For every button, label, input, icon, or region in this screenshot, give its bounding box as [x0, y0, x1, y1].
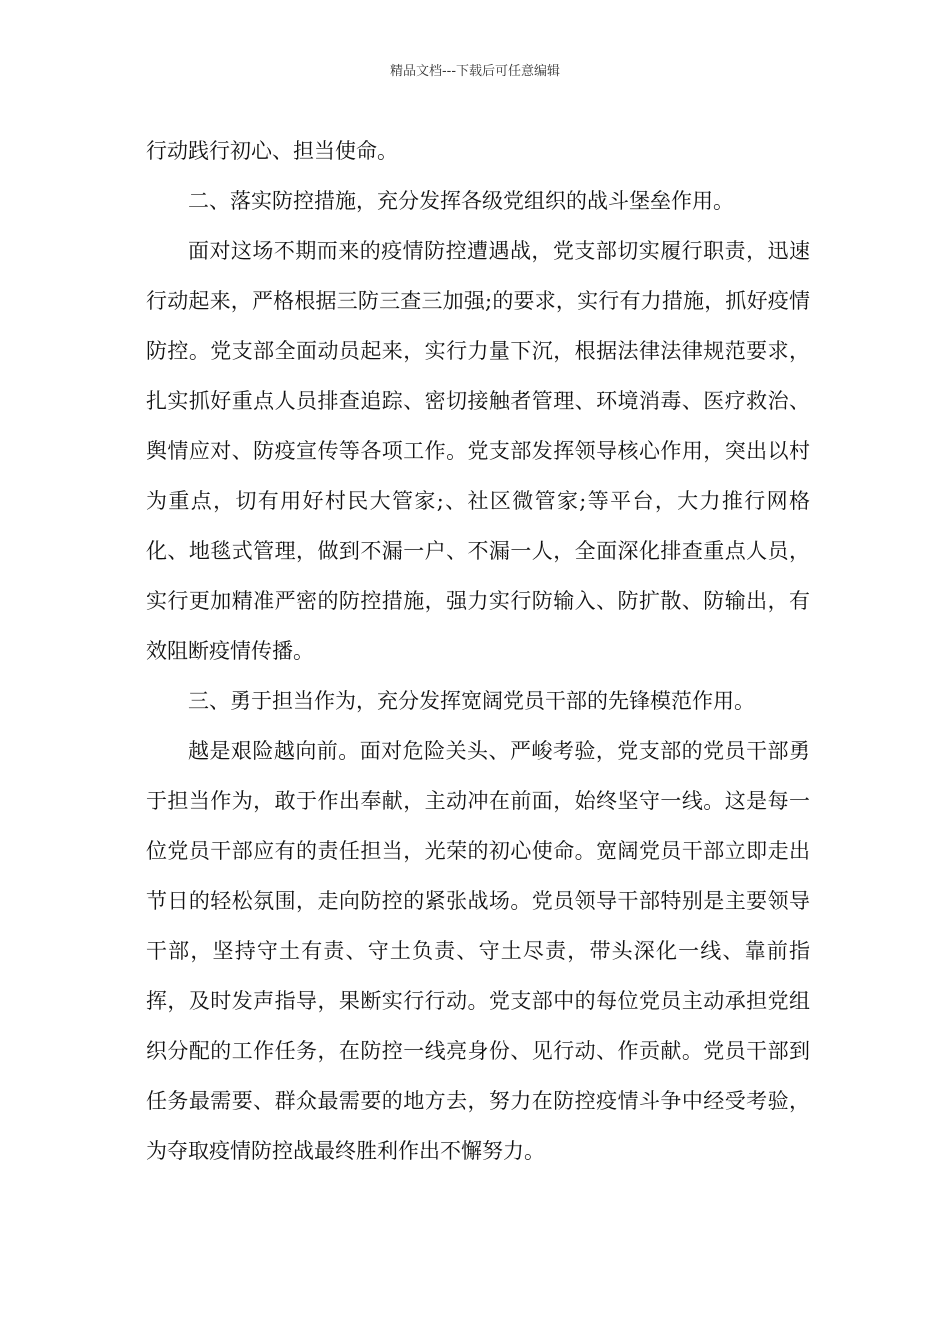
- paragraph-2: 面对这场不期而来的疫情防控遭遇战，党支部切实履行职责，迅速行动起来，严格根据三防三查三加强;的要求，实行有力措施，抓好疫情防控。党支部全面动员起来，实行力量下沉，根据法律法律规范要求，扎实抓好重点人员排查追踪、密切接触者管理、环境消毒、医疗救治、舆情应对、防疫宣传等各项工作。党支部发挥领导核心作用，突出以村为重点，切有用好村民大管家;、社区微管家;等平台，大力推行网格化、地毯式管理，做到不漏一户、不漏一人，全面深化排查重点人员，实行更加精准严密的防控措施，强力实行防输入、防扩散、防输出，有效阻断疫情传播。: [146, 239, 810, 663]
- paragraph-1: 行动践行初心、担当使命。: [146, 139, 398, 163]
- document-body: [146, 126, 810, 1176]
- section-heading-3: 三、勇于担当作为，充分发挥宽阔党员干部的先锋模范作用。: [188, 689, 755, 713]
- page-header: 精品文档---下载后可任意编辑: [389, 64, 561, 79]
- paragraph-3: 越是艰险越向前。面对危险关头、严峻考验，党支部的党员干部勇于担当作为，敢于作出奉献，主动冲在前面，始终坚守一线。这是每一位党员干部应有的责任担当，光荣的初心使命。宽阔党员干部立即走出节日的轻松氛围，走向防控的紧张战场。党员领导干部特别是主要领导干部，坚持守土有责、守土负责、守土尽责，带头深化一线、靠前指挥，及时发声指导，果断实行行动。党支部中的每位党员主动承担党组织分配的工作任务，在防控一线亮身份、见行动、作贡献。党员干部到任务最需要、群众最需要的地方去，努力在防控疫情斗争中经受考验，为夺取疫情防控战最终胜利作出不懈努力。: [146, 739, 810, 1163]
- section-heading-2: 二、落实防控措施，充分发挥各级党组织的战斗堡垒作用。: [188, 189, 734, 213]
